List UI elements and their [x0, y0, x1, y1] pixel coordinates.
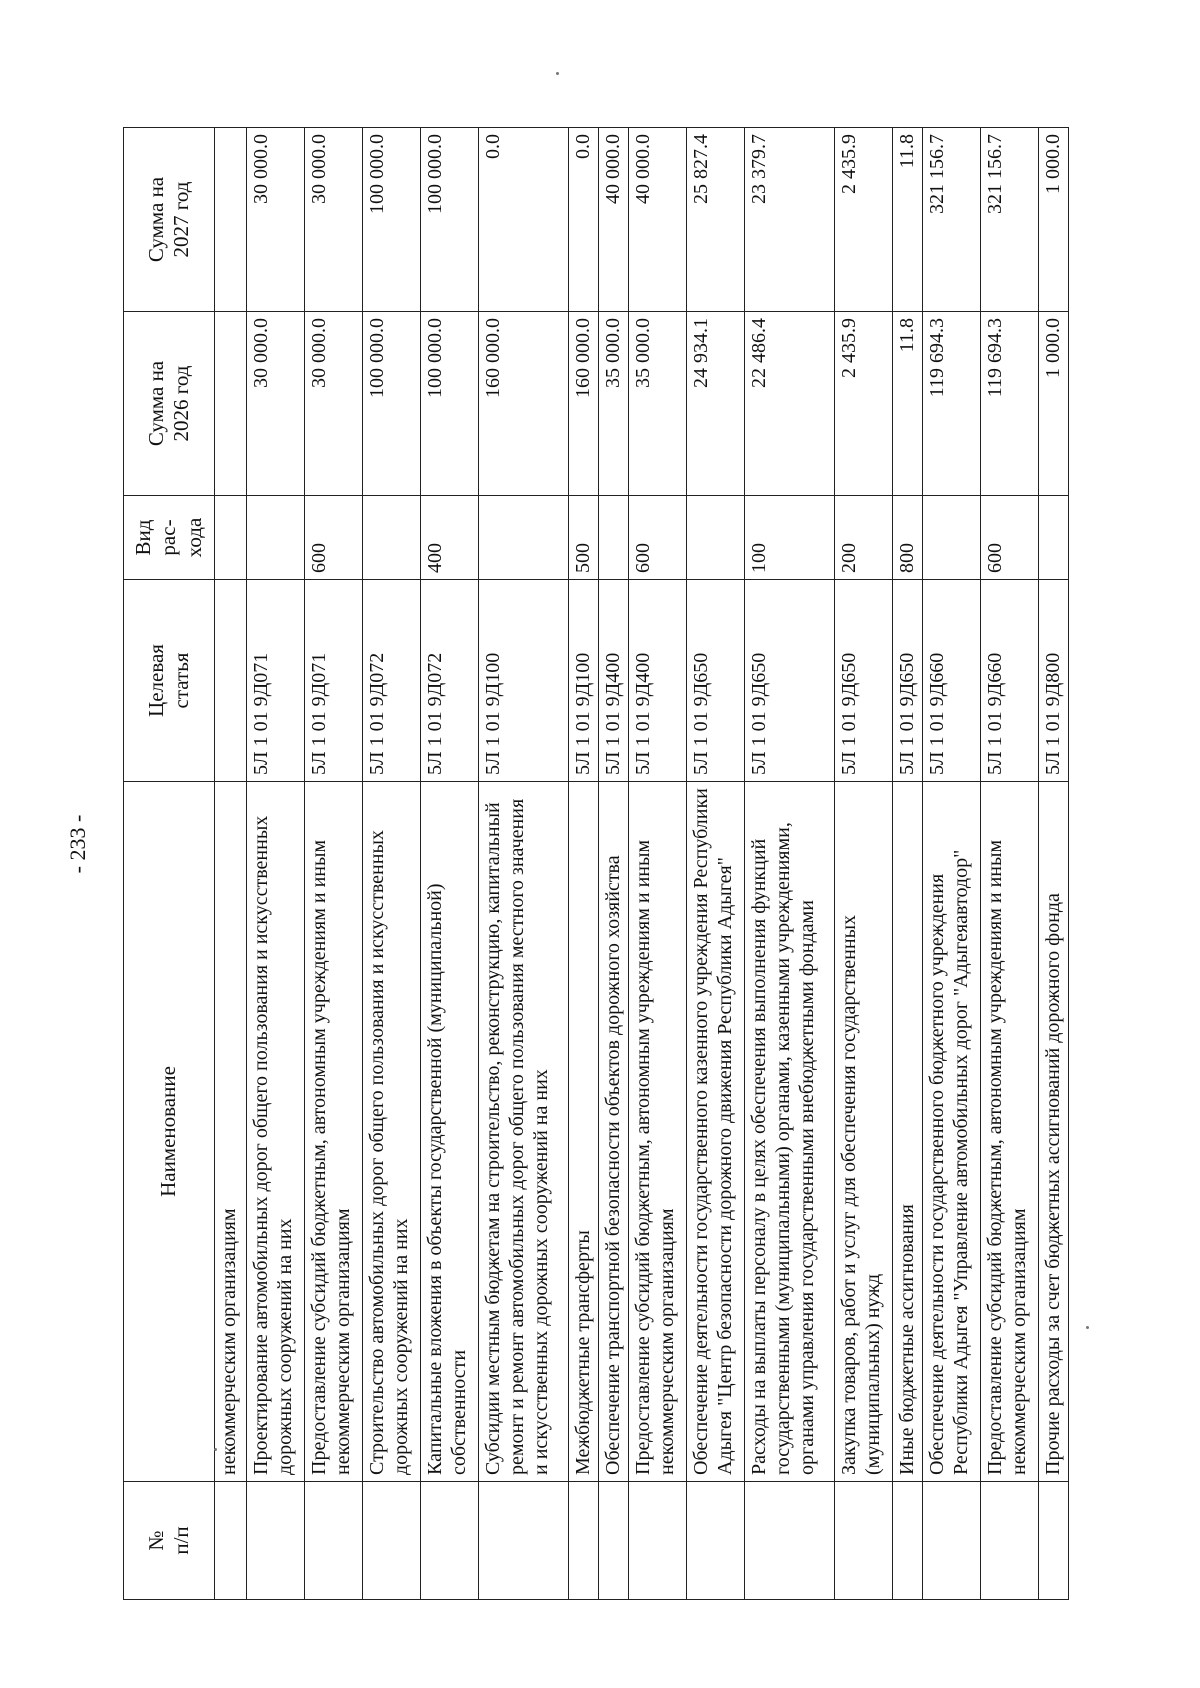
row-name-text: Обеспечение деятельности государственного бюджетного учреждения Республики Адыгея "Управление автомобильных дорог "Адыгеяавтодор": [926, 849, 972, 1475]
table-body: [215, 128, 1069, 1600]
row-sum-2026-cell: [745, 312, 835, 496]
row-sum-2027-cell: [599, 128, 629, 312]
row-sum-2026-text: 2 435.9: [838, 318, 860, 378]
row-sum-2026-text: 160 000.0: [482, 318, 504, 398]
row-target-cell: [569, 580, 599, 782]
row-name-cell: [305, 782, 363, 1482]
row-name-text: Предоставление субсидий бюджетным, автономным учреждениям и иным некоммерческим организациям: [632, 839, 678, 1475]
table-row: [629, 128, 687, 1600]
row-name-cell: [687, 782, 745, 1482]
table-row: [599, 128, 629, 1600]
row-number-cell: [981, 1482, 1039, 1600]
budget-table-container: [123, 128, 1075, 1600]
row-name-cell: [421, 782, 479, 1482]
row-sum-2027-text: 40 000.0: [602, 134, 624, 204]
row-sum-2026-cell: [629, 312, 687, 496]
row-sum-2027-cell: [893, 128, 923, 312]
row-kind-cell: [305, 496, 363, 580]
row-number-cell: [569, 1482, 599, 1600]
row-sum-2026-text: 119 694.3: [926, 318, 948, 398]
row-sum-2027-cell: [835, 128, 893, 312]
row-number-cell: [893, 1482, 923, 1600]
row-number-cell: [363, 1482, 421, 1600]
column-header-sum-2027: Сумма на 2027 год: [124, 128, 215, 312]
column-header-target: Целевая статья: [124, 580, 215, 782]
budget-table: [123, 127, 1069, 1600]
row-sum-2026-cell: [835, 312, 893, 496]
row-target-text: 5Л 1 01 9Д100: [572, 652, 594, 775]
row-name-text: Расходы на выплаты персоналу в целях обеспечения выполнения функций государственными (муниципальными) органами, казенными учреждениями, органами управления государственными внебюджетными фондами: [748, 822, 818, 1475]
row-kind-text: 600: [308, 543, 330, 573]
row-sum-2026-text: 119 694.3: [984, 318, 1006, 398]
table-row: [363, 128, 421, 1600]
row-target-text: 5Л 1 01 9Д072: [424, 652, 446, 775]
row-name-cell: [745, 782, 835, 1482]
row-sum-2027-cell: [981, 128, 1039, 312]
row-name-text: Предоставление субсидий бюджетным, автономным учреждениям и иным некоммерческим организациям: [984, 839, 1030, 1475]
row-number-cell: [421, 1482, 479, 1600]
row-name-text: Прочие расходы за счет бюджетных ассигнований дорожного фонда: [1042, 893, 1064, 1475]
row-kind-cell: [687, 496, 745, 580]
row-sum-2026-text: 24 934.1: [690, 318, 712, 388]
row-sum-2027-text: 100 000.0: [366, 134, 388, 214]
row-sum-2026-text: 30 000.0: [250, 318, 272, 388]
row-name-cell: [363, 782, 421, 1482]
row-sum-2026-text: 11.8: [896, 318, 918, 353]
row-sum-2026-cell: [247, 312, 305, 496]
row-target-text: 5Л 1 01 9Д650: [896, 652, 918, 775]
row-kind-cell: [479, 496, 569, 580]
row-number-cell: [687, 1482, 745, 1600]
row-target-cell: [599, 580, 629, 782]
row-number-cell: [1039, 1482, 1069, 1600]
row-sum-2027-cell: [569, 128, 599, 312]
row-kind-cell: [893, 496, 923, 580]
row-name-text: Субсидии местным бюджетам на строительство, реконструкцию, капитальный ремонт и ремонт автомобильных дорог общего пользования местного значения и искусственных дорожных сооружений на них: [482, 798, 552, 1475]
row-name-text: некоммерческим организациям: [218, 1208, 240, 1475]
row-kind-text: 600: [632, 543, 654, 573]
table-row: [835, 128, 893, 1600]
row-number-cell: [247, 1482, 305, 1600]
row-sum-2026-cell: [893, 312, 923, 496]
row-kind-cell: [421, 496, 479, 580]
row-target-cell: [305, 580, 363, 782]
row-sum-2027-text: 25 827.4: [690, 134, 712, 204]
column-header-kind: Вид рас- хода: [124, 496, 215, 580]
row-kind-text: 400: [424, 543, 446, 573]
row-sum-2027-text: 0.0: [572, 134, 594, 159]
row-number-cell: [599, 1482, 629, 1600]
row-sum-2026-cell: [479, 312, 569, 496]
table-row: [923, 128, 981, 1600]
row-target-cell: [893, 580, 923, 782]
row-sum-2027-text: 0.0: [482, 134, 504, 159]
row-sum-2027-text: 2 435.9: [838, 134, 860, 194]
column-header-name: Наименование: [124, 782, 215, 1482]
row-sum-2027-text: 23 379.7: [748, 134, 770, 204]
row-name-text: Иные бюджетные ассигнования: [896, 1204, 918, 1475]
row-kind-cell: [835, 496, 893, 580]
row-sum-2026-text: 1 000.0: [1042, 318, 1064, 378]
row-target-cell: [247, 580, 305, 782]
table-row: [305, 128, 363, 1600]
row-number-cell: [215, 1482, 247, 1600]
row-name-cell: [247, 782, 305, 1482]
row-sum-2027-cell: [363, 128, 421, 312]
row-sum-2026-cell: [687, 312, 745, 496]
table-row: [247, 128, 305, 1600]
row-kind-text: 800: [896, 543, 918, 573]
table-row: [1039, 128, 1069, 1600]
row-sum-2027-cell: [305, 128, 363, 312]
row-kind-cell: [569, 496, 599, 580]
table-header-row: [124, 128, 215, 1600]
table-row: [215, 128, 247, 1600]
row-target-text: 5Л 1 01 9Д071: [308, 652, 330, 775]
row-sum-2026-cell: [923, 312, 981, 496]
row-sum-2026-text: 160 000.0: [572, 318, 594, 398]
row-sum-2027-cell: [1039, 128, 1069, 312]
row-target-cell: [421, 580, 479, 782]
row-target-cell: [923, 580, 981, 782]
row-kind-cell: [981, 496, 1039, 580]
page-number: - 233 -: [65, 814, 90, 874]
row-sum-2027-cell: [215, 128, 247, 312]
row-target-text: 5Л 1 01 9Д100: [482, 652, 504, 775]
row-name-cell: [981, 782, 1039, 1482]
row-sum-2026-cell: [1039, 312, 1069, 496]
row-sum-2027-text: 11.8: [896, 134, 918, 169]
row-sum-2026-cell: [981, 312, 1039, 496]
row-target-text: 5Л 1 01 9Д660: [926, 652, 948, 775]
row-name-text: Обеспечение транспортной безопасности объектов дорожного хозяйства: [602, 855, 624, 1475]
row-sum-2027-cell: [421, 128, 479, 312]
row-target-text: 5Л 1 01 9Д650: [690, 652, 712, 775]
row-number-cell: [479, 1482, 569, 1600]
row-target-text: 5Л 1 01 9Д800: [1042, 652, 1064, 775]
row-kind-cell: [247, 496, 305, 580]
row-sum-2027-cell: [247, 128, 305, 312]
row-sum-2027-text: 40 000.0: [632, 134, 654, 204]
scan-speck: [1086, 1326, 1089, 1329]
row-name-text: Обеспечение деятельности государственного казенного учреждения Республики Адыгея "Центр безопасности дорожного движения Республики Адыгея": [690, 788, 736, 1475]
row-name-cell: [629, 782, 687, 1482]
row-name-cell: [599, 782, 629, 1482]
row-sum-2027-text: 321 156.7: [984, 134, 1006, 214]
row-name-text: Капитальные вложения в объекты государственной (муниципальной) собственности: [424, 883, 470, 1475]
row-target-text: 5Л 1 01 9Д660: [984, 652, 1006, 775]
row-sum-2026-cell: [569, 312, 599, 496]
row-sum-2027-cell: [479, 128, 569, 312]
row-target-cell: [363, 580, 421, 782]
column-header-sum-2026: Сумма на 2026 год: [124, 312, 215, 496]
table-row: [421, 128, 479, 1600]
row-name-cell: [893, 782, 923, 1482]
table-row: [687, 128, 745, 1600]
table-row: [981, 128, 1039, 1600]
row-sum-2027-text: 1 000.0: [1042, 134, 1064, 194]
row-sum-2026-cell: [421, 312, 479, 496]
row-kind-text: 600: [984, 543, 1006, 573]
row-kind-cell: [599, 496, 629, 580]
row-sum-2026-cell: [215, 312, 247, 496]
row-sum-2027-cell: [687, 128, 745, 312]
row-name-cell: [923, 782, 981, 1482]
row-kind-cell: [745, 496, 835, 580]
row-name-cell: [215, 782, 247, 1482]
row-sum-2026-text: 22 486.4: [748, 318, 770, 388]
table-row: [569, 128, 599, 1600]
row-target-text: 5Л 1 01 9Д400: [602, 652, 624, 775]
row-target-cell: [629, 580, 687, 782]
row-sum-2027-cell: [745, 128, 835, 312]
row-kind-text: 200: [838, 543, 860, 573]
row-target-text: 5Л 1 01 9Д400: [632, 652, 654, 775]
row-target-cell: [981, 580, 1039, 782]
row-sum-2026-text: 35 000.0: [602, 318, 624, 388]
row-number-cell: [629, 1482, 687, 1600]
row-kind-text: 100: [748, 543, 770, 573]
table-row: [745, 128, 835, 1600]
table-row: [479, 128, 569, 1600]
row-kind-text: 500: [572, 543, 594, 573]
row-name-text: Предоставление субсидий бюджетным, автономным учреждениям и иным некоммерческим организациям: [308, 839, 354, 1475]
row-sum-2026-text: 100 000.0: [424, 318, 446, 398]
row-target-text: 5Л 1 01 9Д650: [748, 652, 770, 775]
row-target-cell: [745, 580, 835, 782]
row-sum-2027-cell: [923, 128, 981, 312]
row-sum-2026-text: 35 000.0: [632, 318, 654, 388]
row-sum-2027-text: 30 000.0: [308, 134, 330, 204]
row-number-cell: [835, 1482, 893, 1600]
row-target-text: 5Л 1 01 9Д650: [838, 652, 860, 775]
row-name-cell: [479, 782, 569, 1482]
row-kind-cell: [923, 496, 981, 580]
row-target-text: 5Л 1 01 9Д071: [250, 652, 272, 775]
row-kind-cell: [629, 496, 687, 580]
row-sum-2027-text: 30 000.0: [250, 134, 272, 204]
row-target-cell: [835, 580, 893, 782]
row-number-cell: [923, 1482, 981, 1600]
row-name-text: Закупка товаров, работ и услуг для обеспечения государственных (муниципальных) нужд: [838, 914, 884, 1475]
row-kind-cell: [215, 496, 247, 580]
row-target-cell: [1039, 580, 1069, 782]
row-name-cell: [569, 782, 599, 1482]
scan-speck: [214, 1448, 217, 1451]
row-target-cell: [215, 580, 247, 782]
row-number-cell: [745, 1482, 835, 1600]
row-sum-2027-cell: [629, 128, 687, 312]
row-name-text: Строительство автомобильных дорог общего пользования и искусственных дорожных сооружений на них: [366, 830, 412, 1475]
row-kind-cell: [1039, 496, 1069, 580]
row-name-text: Проектирование автомобильных дорог общего пользования и искусственных дорожных сооружений на них: [250, 815, 296, 1475]
row-target-cell: [687, 580, 745, 782]
scan-speck: [556, 72, 559, 75]
row-name-text: Межбюджетные трансферты: [572, 1230, 594, 1475]
row-number-cell: [305, 1482, 363, 1600]
row-sum-2026-text: 30 000.0: [308, 318, 330, 388]
row-kind-cell: [363, 496, 421, 580]
row-sum-2026-cell: [305, 312, 363, 496]
row-target-cell: [479, 580, 569, 782]
table-row: [893, 128, 923, 1600]
row-name-cell: [1039, 782, 1069, 1482]
row-sum-2026-cell: [599, 312, 629, 496]
column-header-number: № п/п: [124, 1482, 215, 1600]
row-sum-2027-text: 100 000.0: [424, 134, 446, 214]
row-sum-2027-text: 321 156.7: [926, 134, 948, 214]
row-sum-2026-text: 100 000.0: [366, 318, 388, 398]
row-name-cell: [835, 782, 893, 1482]
row-target-text: 5Л 1 01 9Д072: [366, 652, 388, 775]
row-sum-2026-cell: [363, 312, 421, 496]
